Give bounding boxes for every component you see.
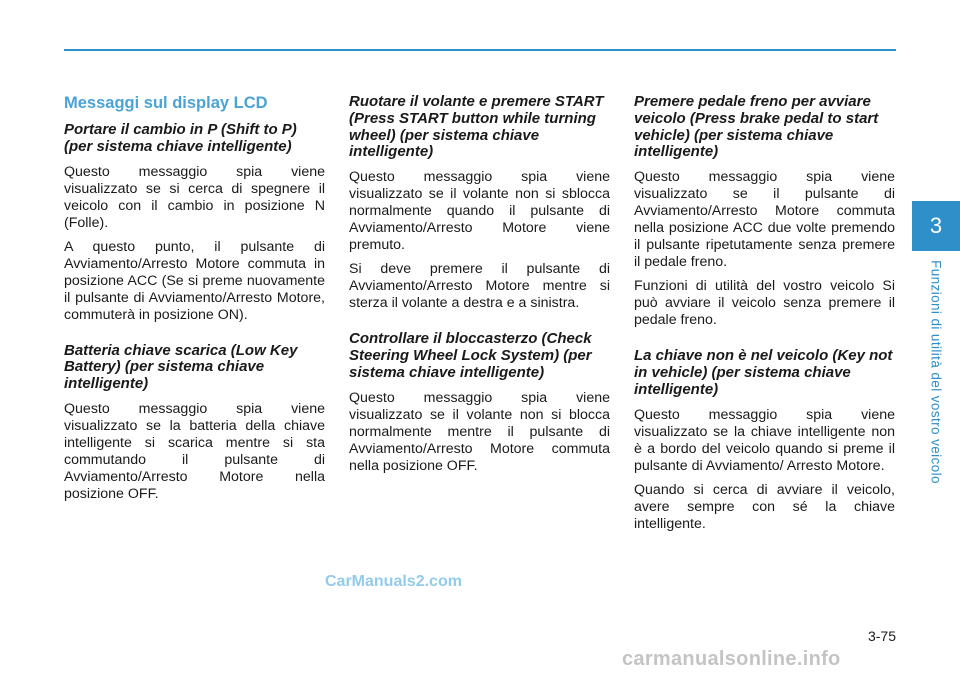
watermark-carmanualsonline: carmanualsonline.info [622, 648, 841, 670]
paragraph: Questo messaggio spia viene visualizzato se si cerca di spegnere il veicolo con il cambio in posizione N (Folle). [64, 163, 325, 231]
watermark-carmanuals2: CarManuals2.com [325, 573, 462, 590]
heading-low-key-battery: Batteria chiave scarica (Low Key Battery) (per sistema chiave intelligente) [64, 341, 298, 393]
heading-shift-to-p: Portare il cambio in P (Shift to P) (per sistema chiave intelligente) [64, 121, 297, 155]
section-title: Messaggi sul display LCD [64, 94, 268, 112]
paragraph: Questo messaggio spia viene visualizzato se la batteria della chiave intelligente si scarica mentre si sta commutando il pulsante di Avviamento/Arresto Motore nella posizione OFF. [64, 400, 325, 502]
page-number: 3-75 [867, 628, 896, 644]
paragraph: A questo punto, il pulsante di Avviamento/Arresto Motore commuta in posizione ACC (Se si preme nuovamente il pulsante di Avviamento/Arresto Motore, commuterà in posizione ON). [64, 238, 325, 323]
column-2 [349, 94, 610, 482]
top-rule [64, 49, 896, 51]
paragraph: Questo messaggio spia viene visualizzato se il volante non si sblocca normalmente quando il pulsante di Avviamento/Arresto Motore viene premuto. [349, 169, 610, 254]
paragraph: Quando si cerca di avviare il veicolo, avere sempre con sé la chiave intelligente. [634, 481, 895, 532]
paragraph: Questo messaggio spia viene visualizzato se il pulsante di Avviamento/Arresto Motore commuta nella posizione ACC due volte premendo il pulsante ripetutamente senza premere il pedale freno. [634, 169, 895, 271]
heading-steering-lock: Controllare il bloccasterzo (Check Steering Wheel Lock System) (per sistema chiave intelligente) [349, 330, 592, 381]
chapter-tab: 3 [912, 201, 960, 251]
column-3 [634, 94, 895, 540]
paragraph: Questo messaggio spia viene visualizzato se il volante non si blocca normalmente mentre il pulsante di Avviamento/Arresto Motore commuta nella posizione OFF. [349, 389, 610, 474]
heading-key-not-in-vehicle: La chiave non è nel veicolo (Key not in vehicle) (per sistema chiave intelligente) [634, 347, 893, 398]
paragraph: Funzioni di utilità del vostro veicolo Si può avviare il veicolo senza premere il pedale freno. [634, 278, 895, 329]
heading-press-brake: Premere pedale freno per avviare veicolo (Press brake pedal to start vehicle) (per sistema chiave intelligente) [634, 93, 879, 161]
heading-press-start: Ruotare il volante e premere START (Press START button while turning wheel) (per sistema chiave intelligente) [349, 93, 604, 161]
chapter-title-vertical: Funzioni di utilità del vostro veicolo [928, 260, 944, 484]
column-1 [64, 94, 325, 510]
paragraph: Questo messaggio spia viene visualizzato se la chiave intelligente non è a bordo del veicolo quando si preme il pulsante di Avviamento/ Arresto Motore. [634, 406, 895, 474]
paragraph: Si deve premere il pulsante di Avviamento/Arresto Motore mentre si sterza il volante a destra e a sinistra. [349, 261, 610, 312]
